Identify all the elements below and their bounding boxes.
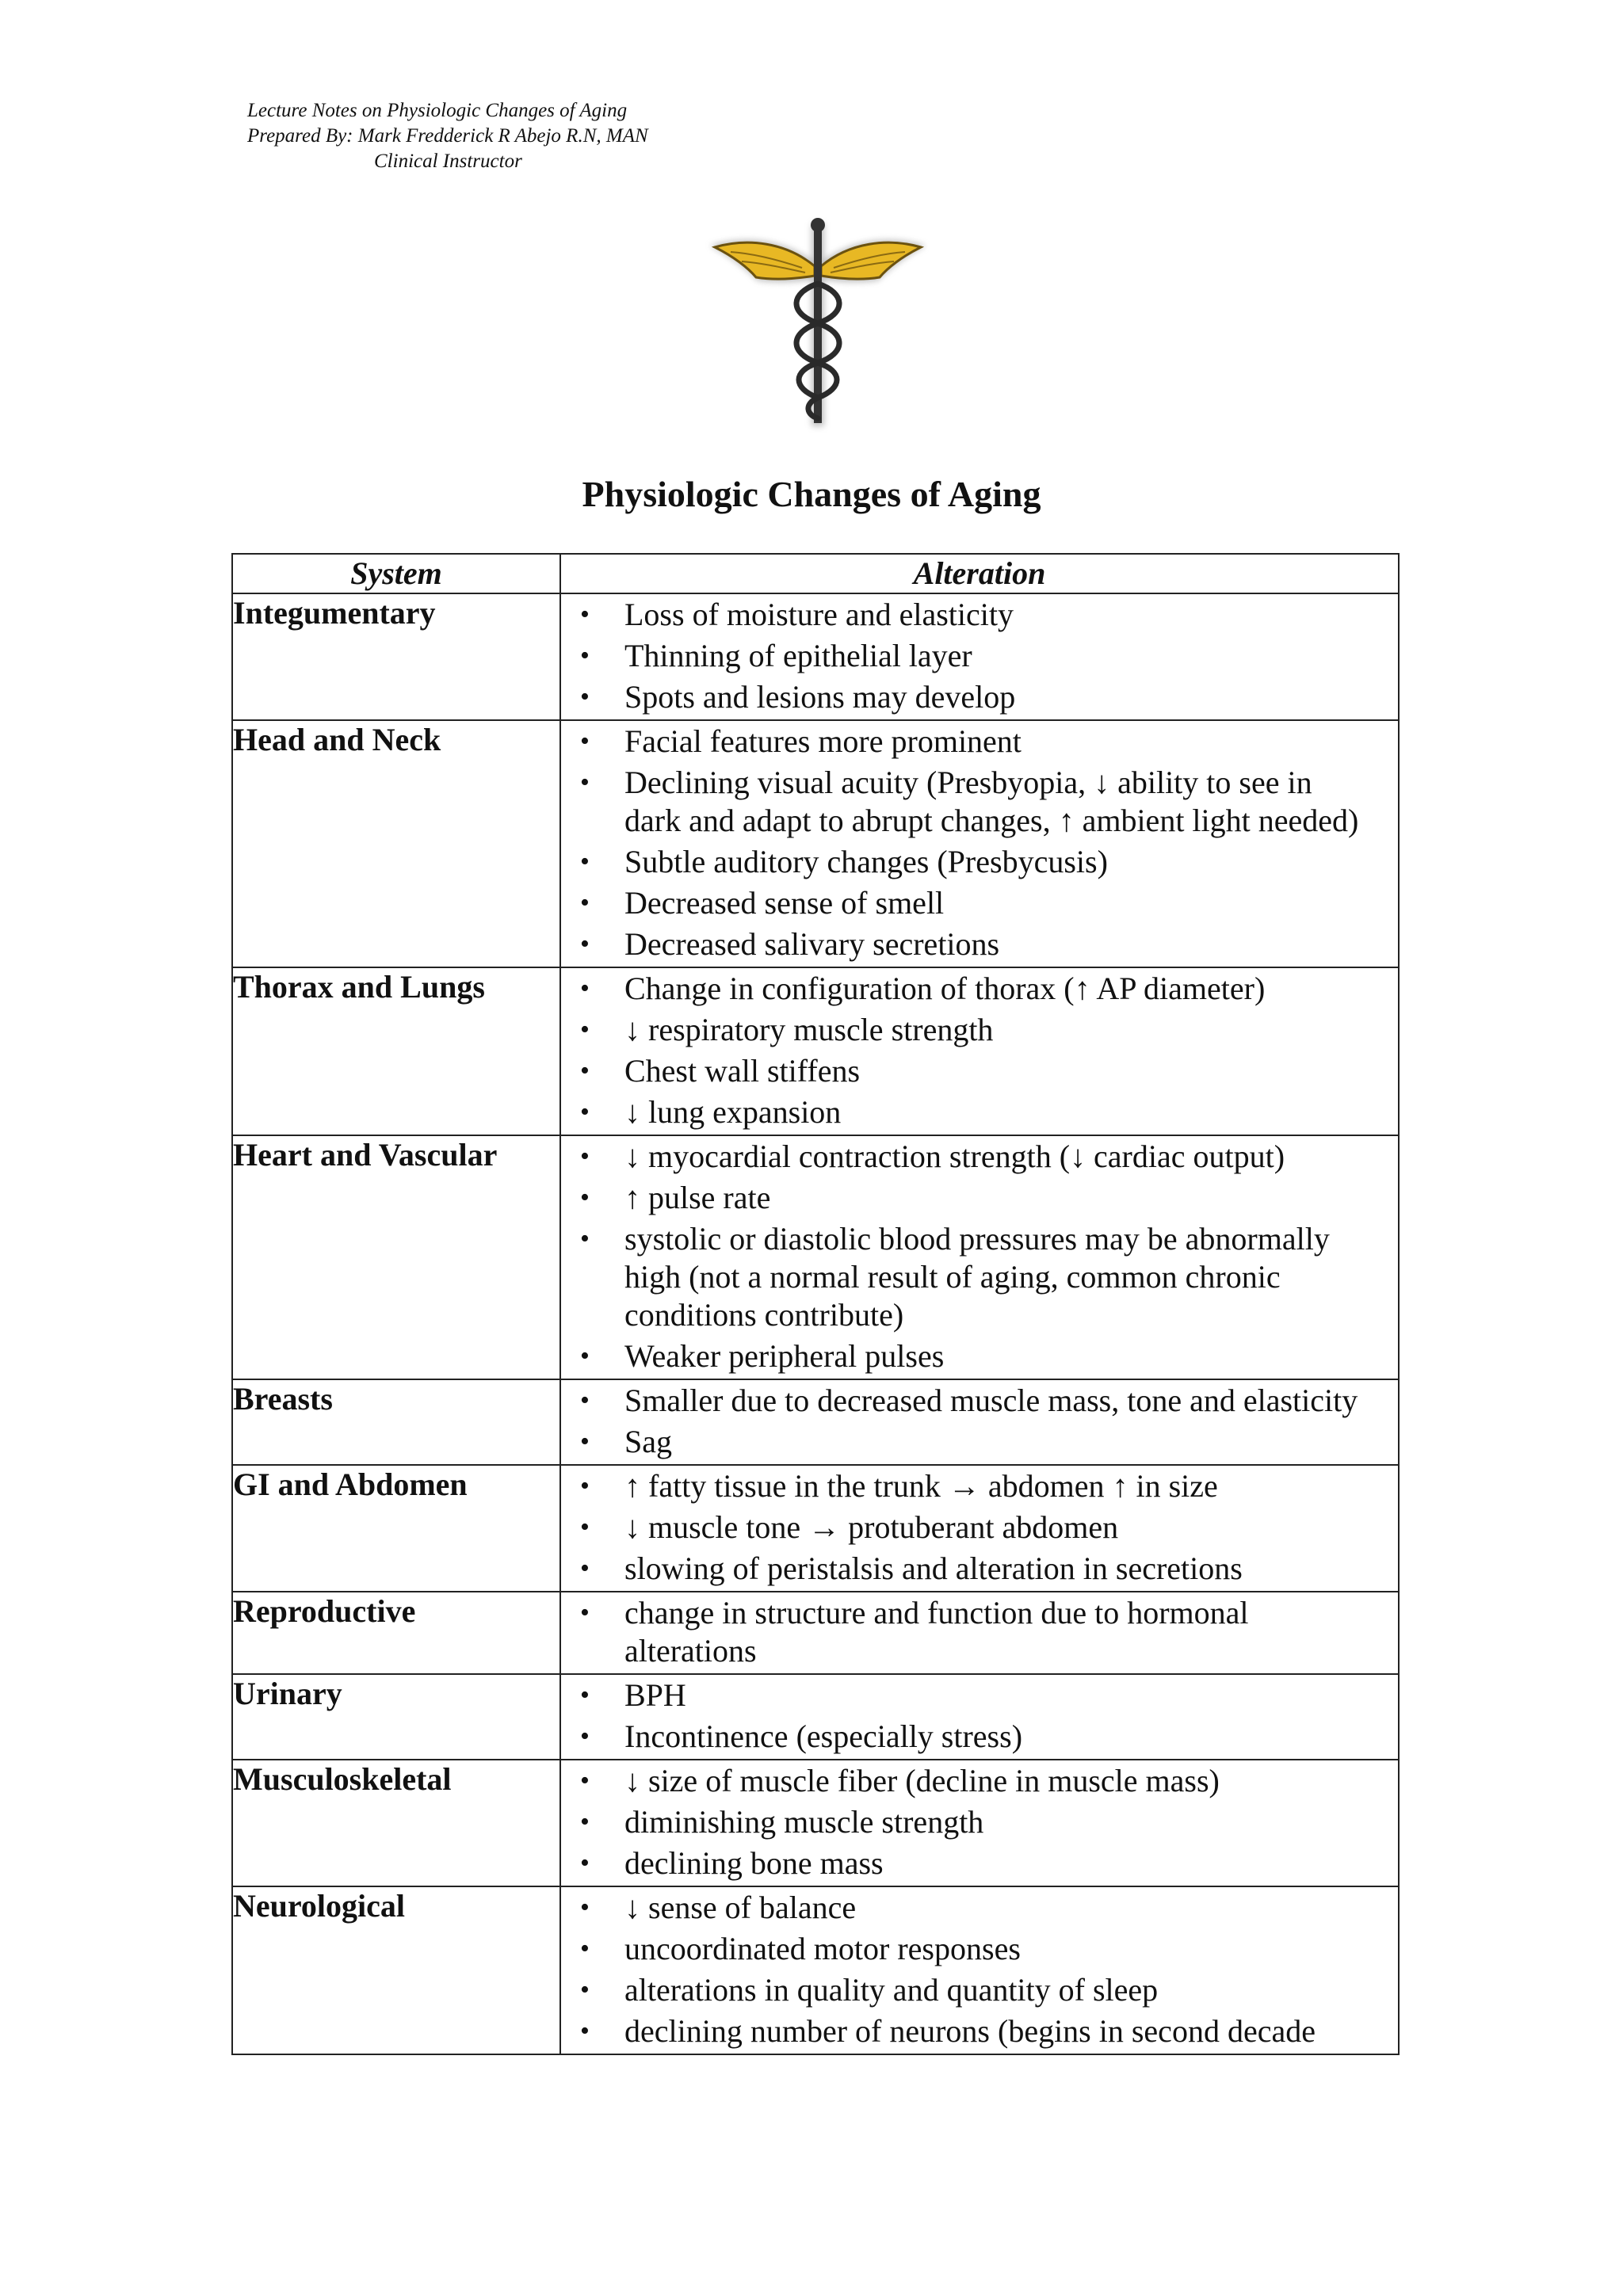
system-cell: Breasts (232, 1379, 560, 1465)
alteration-cell (560, 1886, 1399, 2054)
list-item: • Weaker peripheral pulses (561, 1337, 1398, 1375)
list-item: • change in structure and function due to hormonal alterations (561, 1594, 1398, 1670)
system-cell: Urinary (232, 1674, 560, 1760)
list-item: • Thinning of epithelial layer (561, 637, 1398, 675)
column-header-alteration: Alteration (560, 554, 1399, 593)
list-item: • systolic or diastolic blood pressures may be abnormally high (not a normal result of aging, common chronic conditions contribute) (561, 1220, 1398, 1334)
header-author-line: Prepared By: Mark Fredderick R Abejo R.N, MAN (247, 125, 648, 147)
column-header-system: System (232, 554, 560, 593)
alteration-cell (560, 1135, 1399, 1379)
list-item: • ↑ pulse rate (561, 1179, 1398, 1217)
list-item: • slowing of peristalsis and alteration in secretions (561, 1550, 1398, 1588)
table-row (232, 1592, 1399, 1674)
alteration-cell (560, 1379, 1399, 1465)
alteration-list (561, 1380, 1398, 1461)
alteration-list (561, 1887, 1398, 2050)
alteration-cell (560, 1760, 1399, 1886)
list-item: • ↓ myocardial contraction strength (↓ cardiac output) (561, 1138, 1398, 1176)
list-item: • Declining visual acuity (Presbyopia, ↓ ability to see in dark and adapt to abrupt changes, ↑ ambient light needed) (561, 764, 1398, 840)
table-row (232, 967, 1399, 1135)
list-item: • Subtle auditory changes (Presbycusis) (561, 843, 1398, 881)
table-header-row (232, 554, 1399, 593)
list-item: • Decreased sense of smell (561, 884, 1398, 922)
alteration-cell (560, 593, 1399, 720)
list-item: • ↓ size of muscle fiber (decline in muscle mass) (561, 1762, 1398, 1800)
document-header (247, 98, 648, 174)
system-cell: Thorax and Lungs (232, 967, 560, 1135)
list-item: • declining number of neurons (begins in second decade (561, 2012, 1398, 2050)
alteration-list (561, 1675, 1398, 1756)
alteration-cell (560, 1465, 1399, 1592)
list-item: • ↓ lung expansion (561, 1093, 1398, 1131)
list-item: • declining bone mass (561, 1844, 1398, 1882)
alteration-list (561, 1760, 1398, 1882)
alteration-cell (560, 1592, 1399, 1674)
alteration-cell (560, 967, 1399, 1135)
list-item: • Change in configuration of thorax (↑ AP diameter) (561, 970, 1398, 1008)
system-cell: Reproductive (232, 1592, 560, 1674)
list-item: • ↓ muscle tone → protuberant abdomen (561, 1508, 1398, 1547)
list-item: • BPH (561, 1676, 1398, 1714)
caduceus-left-wing (715, 242, 815, 279)
alteration-list (561, 1592, 1398, 1670)
alteration-cell (560, 720, 1399, 967)
list-item: • ↓ respiratory muscle strength (561, 1011, 1398, 1049)
caduceus-knob (811, 218, 825, 232)
alteration-list (561, 594, 1398, 716)
header-course-line: Lecture Notes on Physiologic Changes of Aging (247, 100, 628, 121)
list-item: • uncoordinated motor responses (561, 1930, 1398, 1968)
caduceus-right-wing (821, 242, 921, 279)
caduceus-icon (675, 208, 960, 437)
list-item: • ↑ fatty tissue in the trunk → abdomen ↑ in size (561, 1467, 1398, 1505)
list-item: • Incontinence (especially stress) (561, 1718, 1398, 1756)
page-title: Physiologic Changes of Aging (582, 474, 1041, 514)
system-cell: Head and Neck (232, 720, 560, 967)
table-row (232, 1135, 1399, 1379)
header-role-line: Clinical Instructor (374, 151, 522, 172)
system-cell: GI and Abdomen (232, 1465, 560, 1592)
table-row (232, 1379, 1399, 1465)
list-item: • Decreased salivary secretions (561, 925, 1398, 963)
table-row (232, 1760, 1399, 1886)
aging-changes-table (231, 553, 1400, 2055)
table-row (232, 593, 1399, 720)
list-item: • ↓ sense of balance (561, 1889, 1398, 1927)
list-item: • Facial features more prominent (561, 723, 1398, 761)
table-row (232, 1886, 1399, 2054)
list-item: • diminishing muscle strength (561, 1803, 1398, 1841)
alteration-list (561, 1466, 1398, 1588)
list-item: • Spots and lesions may develop (561, 678, 1398, 716)
list-item: • Loss of moisture and elasticity (561, 596, 1398, 634)
list-item: • Chest wall stiffens (561, 1052, 1398, 1090)
alteration-list (561, 968, 1398, 1131)
system-cell: Musculoskeletal (232, 1760, 560, 1886)
alteration-list (561, 721, 1398, 963)
list-item: • Sag (561, 1423, 1398, 1461)
alteration-list (561, 1136, 1398, 1375)
system-cell: Heart and Vascular (232, 1135, 560, 1379)
table-row (232, 1674, 1399, 1760)
system-cell: Integumentary (232, 593, 560, 720)
system-cell: Neurological (232, 1886, 560, 2054)
list-item: • Smaller due to decreased muscle mass, tone and elasticity (561, 1382, 1398, 1420)
table-row (232, 1465, 1399, 1592)
table-row (232, 720, 1399, 967)
list-item: • alterations in quality and quantity of sleep (561, 1971, 1398, 2009)
alteration-cell (560, 1674, 1399, 1760)
